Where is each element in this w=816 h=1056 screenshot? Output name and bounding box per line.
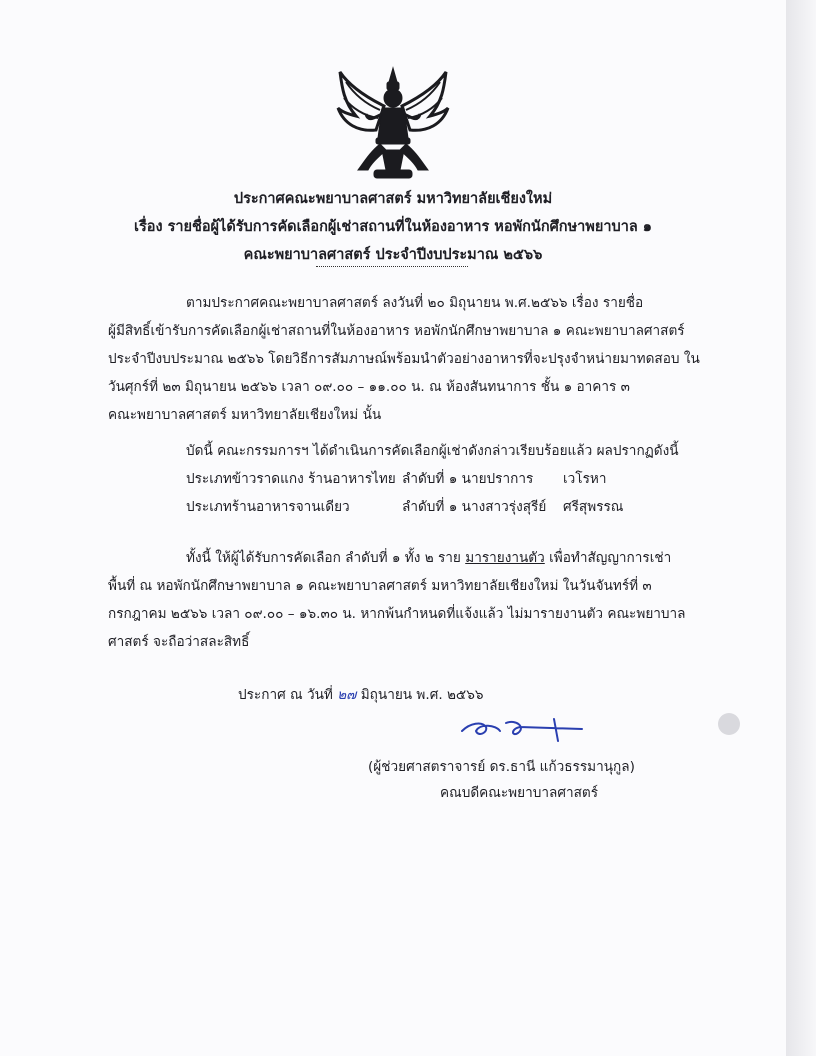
- result-row-1-surname: เวโรหา: [563, 471, 607, 487]
- result-row-1-category: ประเภทข้าวราดแกง ร้านอาหารไทย: [186, 471, 396, 487]
- signature-icon: [456, 713, 588, 743]
- para2-line-4: ศาสตร์ จะถือว่าสละสิทธิ์: [108, 634, 250, 650]
- para1-line-3: ประจำปีงบประมาณ ๒๕๖๖ โดยวิธีการสัมภาษณ์พร้อมนำตัวอย่างอาหารที่จะปรุงจำหน่ายมาทดสอบ ใน: [108, 351, 700, 367]
- para1-line-5: คณะพยาบาลศาสตร์ มหาวิทยาลัยเชียงใหม่ นั้น: [108, 407, 382, 423]
- result-row-2-surname: ศรีสุพรรณ: [563, 499, 624, 515]
- result-row-2-rank: ลำดับที่ ๑ นางสาวรุ่งสุรีย์: [402, 499, 547, 515]
- subject-heading-cont: คณะพยาบาลศาสตร์ ประจำปีงบประมาณ ๒๕๖๖: [243, 247, 543, 263]
- para2-line-2: พื้นที่ ณ หอพักนักศึกษาพยาบาล ๑ คณะพยาบาลศาสตร์ มหาวิทยาลัยเชียงใหม่ ในวันจันทร์ที่ ๓: [108, 578, 652, 594]
- results-intro: บัดนี้ คณะกรรมการฯ ได้ดำเนินการคัดเลือกผู้เช่าดังกล่าวเรียบร้อยแล้ว ผลปรากฏดังนี้: [186, 443, 679, 459]
- announce-prefix: ประกาศ ณ วันที่: [238, 687, 333, 703]
- announce-suffix: มิถุนายน พ.ศ. ๒๕๖๖: [360, 687, 484, 703]
- para1-line-1: ตามประกาศคณะพยาบาลศาสตร์ ลงวันที่ ๒๐ มิถุนายน พ.ศ.๒๕๖๖ เรื่อง รายชื่อ: [186, 295, 644, 311]
- para1-line-2: ผู้มีสิทธิ์เข้ารับการคัดเลือกผู้เช่าสถานที่ในห้องอาหาร หอพักนักศึกษาพยาบาล ๑ คณะพยาบาลศาสตร์: [108, 323, 685, 339]
- result-row-1-rank: ลำดับที่ ๑ นายปราการ: [402, 471, 534, 487]
- subject-heading: เรื่อง รายชื่อผู้ได้รับการคัดเลือกผู้เช่าสถานที่ในห้องอาหาร หอพักนักศึกษาพยาบาล ๑: [134, 219, 652, 235]
- scan-spot: [718, 713, 740, 735]
- garuda-emblem-icon: [334, 66, 452, 182]
- announcement-heading: ประกาศคณะพยาบาลศาสตร์ มหาวิทยาลัยเชียงใหม่: [233, 191, 553, 207]
- signatory-name: (ผู้ช่วยศาสตราจารย์ ดร.ธานี แก้วธรรมานุกูล): [368, 759, 635, 775]
- result-row-2-category: ประเภทร้านอาหารจานเดียว: [186, 499, 350, 515]
- handwritten-day: ๒๗: [337, 687, 357, 703]
- announce-date: [238, 683, 483, 705]
- signatory-position: คณบดีคณะพยาบาลศาสตร์: [440, 785, 599, 801]
- para1-line-4: วันศุกร์ที่ ๒๓ มิถุนายน ๒๕๖๖ เวลา ๐๙.๐๐ – ๑๑.๐๐ น. ณ ห้องสันทนาการ ชั้น ๑ อาคาร ๓: [108, 379, 630, 395]
- para2-line-1-end: เพื่อทำสัญญาการเช่า: [544, 550, 672, 566]
- report-in-underlined: มารายงานตัว: [465, 550, 545, 566]
- dotted-divider: [316, 266, 468, 267]
- para2-line-1-start: ทั้งนี้ ให้ผู้ได้รับการคัดเลือก ลำดับที่ ๑ ทั้ง ๒ ราย: [186, 550, 466, 566]
- para2-line-3: กรกฎาคม ๒๕๖๖ เวลา ๐๙.๐๐ – ๑๖.๓๐ น. หากพ้นกำหนดที่แจ้งแล้ว ไม่มารายงานตัว คณะพยาบาล: [108, 606, 686, 622]
- para2-line-1: [186, 546, 671, 568]
- paper-edge: [786, 0, 816, 1056]
